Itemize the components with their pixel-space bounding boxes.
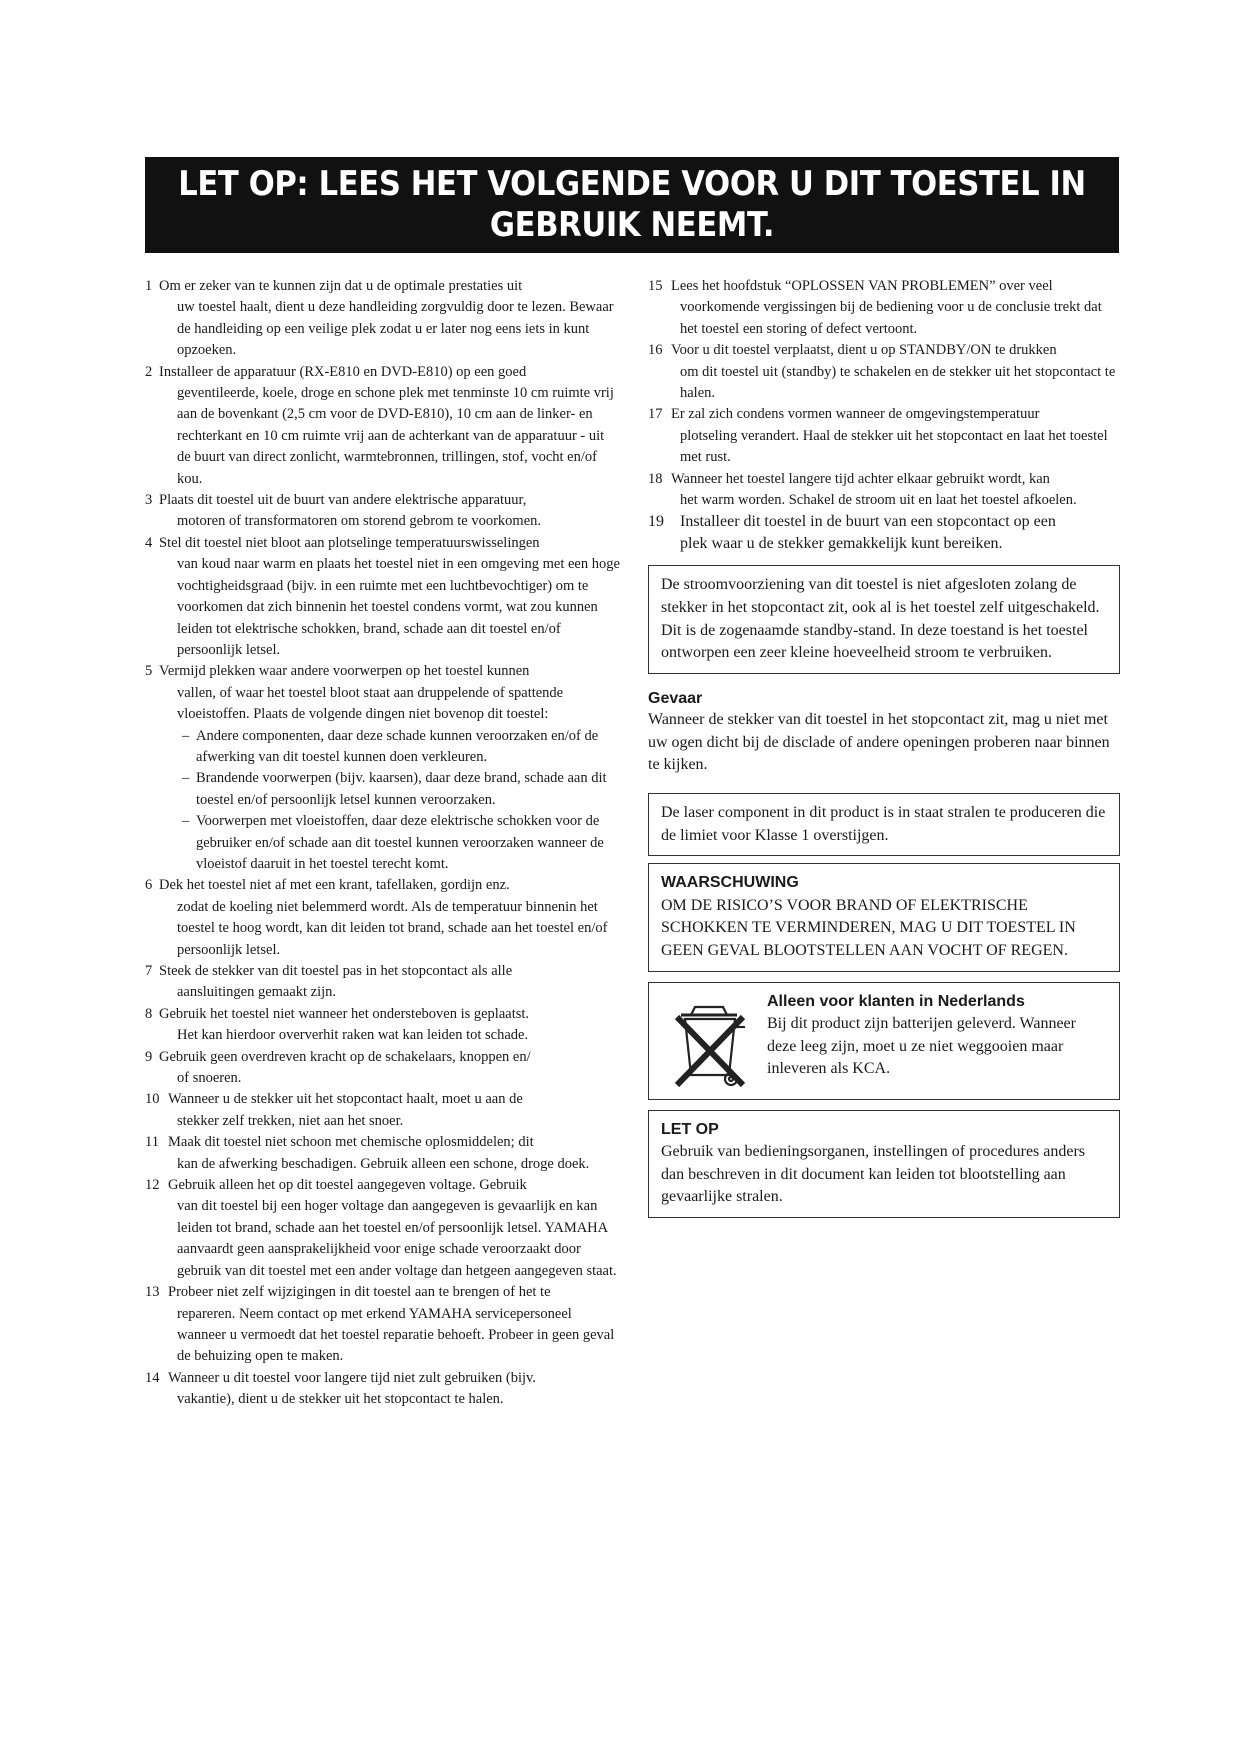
- item-text: Installeer dit toestel in de buurt van een stopcontact op een: [680, 513, 1056, 531]
- item-number: 14: [145, 1369, 160, 1386]
- item-continuation: het warm worden. Schakel de stroom uit en laat het toestel afkoelen.: [680, 492, 1077, 509]
- item-number: 17: [648, 406, 663, 423]
- item-text: Stel dit toestel niet bloot aan plotselinge temperatuurswisselingen: [159, 534, 540, 551]
- item-number: 5: [145, 663, 153, 680]
- item-continuation: zodat de koeling niet belemmerd wordt. Als de temperatuur binnenin het toestel te hoog wordt, kan dit leiden tot brand, schade aan het toestel en/of persoonlijk letsel.: [177, 898, 608, 958]
- kca-heading: Alleen voor klanten in Nederlands: [767, 992, 1025, 1010]
- item-number: 8: [145, 1005, 153, 1022]
- item-text: Gebruik het toestel niet wanneer het ondersteboven is geplaatst.: [159, 1005, 530, 1022]
- item-number: 4: [145, 534, 153, 551]
- item-text: Probeer niet zelf wijzigingen in dit toestel aan te brengen of het te: [168, 1284, 551, 1301]
- list-item: [648, 276, 1120, 297]
- sub-list-item: [182, 811, 621, 875]
- item-continuation: om dit toestel uit (standby) te schakelen en de stekker uit het stopcontact te halen.: [680, 363, 1116, 402]
- list-item: [145, 533, 621, 554]
- item-text: Dek het toestel niet af met een krant, tafellaken, gordijn enz.: [159, 877, 510, 894]
- sub-item-text: Voorwerpen met vloeistoffen, daar deze elektrische schokken voor de gebruiker en/of schade aan dit toestel kunnen veroorzaken wanneer de vloeistof daaruit in het toestel terecht komt.: [196, 813, 604, 872]
- list-item: [145, 961, 621, 982]
- item-text: Om er zeker van te kunnen zijn dat u de optimale prestaties uit: [159, 278, 523, 294]
- laser-notice-text: De laser component in dit product is in staat stralen te produceren die de limiet voor Klasse 1 overstijgen.: [661, 804, 1106, 844]
- let-op-heading: LET OP: [661, 1120, 719, 1138]
- item-text: Er zal zich condens vormen wanneer de omgevingstemperatuur: [671, 406, 1040, 423]
- list-item: [145, 661, 621, 682]
- item-number: 19: [648, 513, 664, 531]
- item-continuation: van dit toestel bij een hoger voltage dan aangegeven is gevaarlijk en kan leiden tot brand, schade aan het toestel en/of persoonlijk letsel. YAMAHA aanvaardt geen aansprakelijkheid voor enige schade veroorzaakt door gebruik van dit toestel met een ander voltage dan hetgeen aangegeven staat.: [177, 1198, 617, 1279]
- item-text: Wanneer u de stekker uit het stopcontact haalt, moet u aan de: [168, 1091, 523, 1108]
- item-text: Plaats dit toestel uit de buurt van andere elektrische apparatuur,: [159, 492, 527, 509]
- list-item: [145, 1282, 621, 1303]
- list-item: [648, 511, 1120, 533]
- item-text: Gebruik geen overdreven kracht op de schakelaars, knoppen en/: [159, 1048, 531, 1065]
- item-number: 12: [145, 1177, 160, 1194]
- item-continuation: aansluitingen gemaakt zijn.: [177, 984, 337, 1001]
- item-continuation: kan de afwerking beschadigen. Gebruik alleen een schone, droge doek.: [177, 1155, 590, 1172]
- item-continuation: plek waar u de stekker gemakkelijk kunt bereiken.: [680, 535, 1003, 553]
- list-item: [145, 875, 621, 896]
- gevaar-heading: Gevaar: [648, 689, 703, 707]
- item-text: Wanneer het toestel langere tijd achter elkaar gebruikt wordt, kan: [671, 470, 1050, 487]
- page-title: LET OP: LEES HET VOLGENDE VOOR U DIT TOESTEL IN GEBRUIK NEEMT.: [178, 164, 1086, 245]
- item-continuation: vallen, of waar het toestel bloot staat aan druppelende of spattende vloeistoffen. Plaats de volgende dingen niet bovenop dit toestel:: [177, 684, 564, 723]
- item-continuation: plotseling verandert. Haal de stekker uit het stopcontact en laat het toestel met rust.: [680, 427, 1108, 466]
- sub-item-text: Andere componenten, daar deze schade kunnen veroorzaken en/of de afwerking van dit toestel kunnen doen verkleuren.: [196, 727, 599, 765]
- list-item: [648, 340, 1120, 361]
- let-op-text: Gebruik van bedieningsorganen, instellingen of procedures anders dan beschreven in dit document kan leiden tot blootstelling aan gevaarlijke stralen.: [661, 1143, 1086, 1206]
- item-number: 10: [145, 1091, 160, 1108]
- warning-box: [648, 863, 1120, 971]
- kca-content: [767, 991, 1107, 1081]
- item-continuation: of snoeren.: [177, 1070, 242, 1087]
- dash-bullet: –: [182, 727, 190, 744]
- list-item: [145, 276, 621, 297]
- kca-text: Bij dit product zijn batterijen geleverd. Wanneer deze leeg zijn, moet u ze niet weggooien maar inleveren als KCA.: [767, 1015, 1076, 1078]
- item-number: 1: [145, 278, 153, 294]
- item-continuation: uw toestel haalt, dient u deze handleiding zorgvuldig door te lezen. Bewaar de handleiding op een veilige plek zodat u er later nog eens iets in kunt opzoeken.: [177, 299, 614, 359]
- item-number: 16: [648, 342, 663, 359]
- gevaar-text: Wanneer de stekker van dit toestel in het stopcontact zit, mag u niet met uw ogen dicht bij de disclade of andere openingen proberen naar binnen te kijken.: [648, 711, 1110, 774]
- item-text: Wanneer u dit toestel voor langere tijd niet zult gebruiken (bijv.: [168, 1369, 536, 1386]
- standby-notice-box: [648, 565, 1120, 673]
- title-banner: [145, 157, 1119, 253]
- item-continuation: Het kan hierdoor oververhit raken wat kan leiden tot schade.: [177, 1027, 529, 1044]
- let-op-box: [648, 1110, 1120, 1218]
- sub-list-item: [182, 768, 621, 811]
- right-column: [648, 276, 1120, 1218]
- item-text: Installeer de apparatuur (RX-E810 en DVD-E810) op een goed: [159, 363, 527, 380]
- kca-notice: [661, 991, 1107, 1091]
- list-item: [145, 1132, 621, 1153]
- warning-text: OM DE RISICO’S VOOR BRAND OF ELEKTRISCHE SCHOKKEN TE VERMINDEREN, MAG U DIT TOESTEL IN GEEN GEVAL BLOOTSTELLEN AAN VOCHT OF REGEN.: [661, 896, 1076, 959]
- kca-notice-box: [648, 982, 1120, 1100]
- list-item: [145, 1004, 621, 1025]
- left-column: [145, 276, 621, 1411]
- item-text: Vermijd plekken waar andere voorwerpen op het toestel kunnen: [159, 663, 530, 680]
- item-number: 6: [145, 877, 153, 894]
- standby-notice-text: De stroomvoorziening van dit toestel is niet afgesloten zolang de stekker in het stopcontact zit, ook al is het toestel zelf uitgeschakeld. Dit is de zogenaamde standby-stand. In deze toestand is het toestel ontworpen een zeer kleine hoeveelheid stroom te verbruiken.: [661, 576, 1100, 662]
- item-text: Gebruik alleen het op dit toestel aangegeven voltage. Gebruik: [168, 1177, 527, 1194]
- list-item: [145, 1368, 621, 1389]
- list-item: [145, 1047, 621, 1068]
- item-number: 15: [648, 278, 663, 294]
- item-number: 3: [145, 492, 153, 509]
- list-item: [145, 362, 621, 383]
- item-text: Maak dit toestel niet schoon met chemische oplosmiddelen; dit: [168, 1134, 534, 1151]
- item-continuation: stekker zelf trekken, niet aan het snoer.: [177, 1112, 404, 1129]
- item-continuation: repareren. Neem contact op met erkend YAMAHA servicepersoneel wanneer u vermoedt dat het toestel reparatie behoeft. Probeer in geen geval de behuizing open te maken.: [177, 1305, 615, 1365]
- list-item: [145, 1089, 621, 1110]
- list-item: [145, 490, 621, 511]
- item-number: 13: [145, 1284, 160, 1301]
- list-item: [648, 469, 1120, 490]
- item-number: 18: [648, 470, 663, 487]
- item-continuation: motoren of transformatoren om storend gebrom te voorkomen.: [177, 513, 542, 530]
- laser-notice-box: [648, 793, 1120, 856]
- crossed-out-wheelie-bin-icon: [661, 993, 757, 1091]
- item-continuation: voorkomende vergissingen bij de bediening voor u de conclusie trekt dat het toestel een storing of defect vertoont.: [680, 299, 1102, 337]
- sub-item-text: Brandende voorwerpen (bijv. kaarsen), daar deze brand, schade aan dit toestel en/of persoonlijk letsel kunnen veroorzaken.: [196, 770, 607, 808]
- item-continuation: geventileerde, koele, droge en schone plek met tenminste 10 cm ruimte vrij aan de bovenkant (2,5 cm voor de DVD-E810), 10 cm aan de linker- en rechterkant en 10 cm ruimte vrij aan de achterkant van de apparatuur - uit de buurt van direct zonlicht, warmtebronnen, trillingen, stof, vocht en/of kou.: [177, 385, 614, 487]
- dash-bullet: –: [182, 770, 190, 787]
- item-number: 11: [145, 1134, 159, 1151]
- item-continuation: vakantie), dient u de stekker uit het stopcontact te halen.: [177, 1391, 504, 1408]
- item-number: 7: [145, 963, 153, 979]
- sub-list-item: [182, 726, 621, 769]
- list-item: [648, 404, 1120, 425]
- warning-heading: WAARSCHUWING: [661, 874, 799, 892]
- item-text: Lees het hoofdstuk “OPLOSSEN VAN PROBLEMEN” over veel: [671, 278, 1053, 294]
- item-text: Steek de stekker van dit toestel pas in het stopcontact als alle: [159, 963, 513, 979]
- list-item: [145, 1175, 621, 1196]
- item-number: 2: [145, 363, 153, 380]
- dash-bullet: –: [182, 813, 190, 830]
- item-text: Voor u dit toestel verplaatst, dient u op STANDBY/ON te drukken: [671, 342, 1057, 359]
- item-number: 9: [145, 1048, 153, 1065]
- item-continuation: van koud naar warm en plaats het toestel niet in een omgeving met een hoge vochtigheidsgraad (bijv. in een ruimte met een luchtbevochtiger) om te voorkomen dat zich binnenin het toestel condens vormt, wat zou kunnen leiden tot elektrische schokken, brand, schade aan dit toestel en/of persoonlijk letsel.: [177, 556, 620, 658]
